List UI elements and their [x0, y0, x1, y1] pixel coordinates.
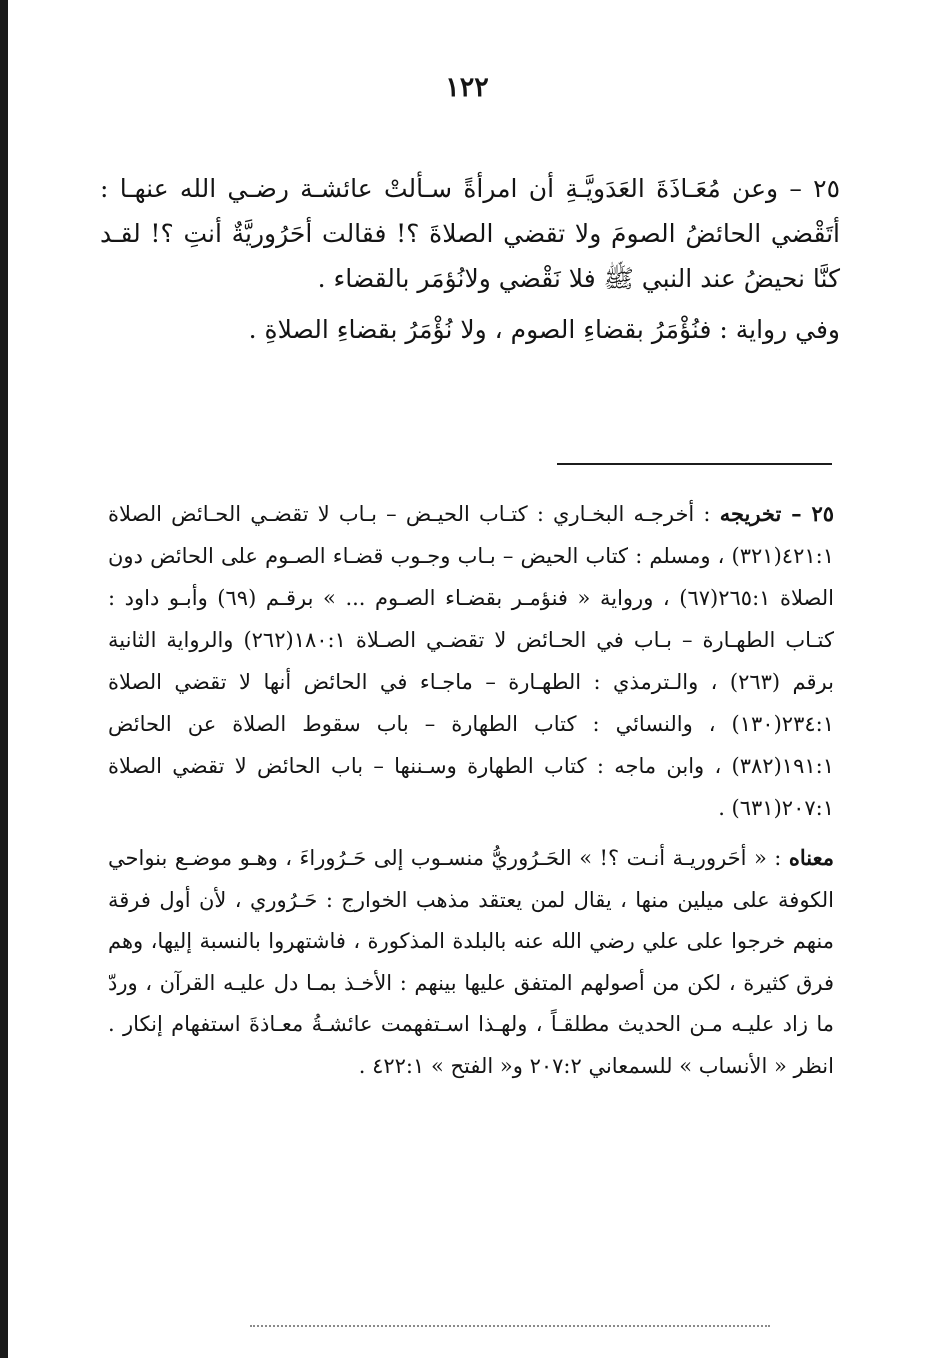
- maana-text: : « أحَروريـة أنـت ؟! » الحَـرُوريُّ منسـوب إلى حَـرُوراءَ ، وهـو موضـع بنواحي الكوفة على ميلين منها ، يقال لمن يعتقد مذهب الخوارج : حَـرُوري ، لأن أول فرقة منهم خرجوا على علي رضي الله عنه بالبلدة المذكورة ، فاشتهروا بالنسبة إليها، وهم فرق كثيرة ، لكن من أصولهم المتفق عليها بينهم : الأخـذ بمـا دل عليـه القرآن ، وردّ ما زاد عليـه مـن الحديث مطلقـاً ، ولهـذا اسـتفهمت عائشـةُ معـاذةَ استفهام إنكار . انظر « الأنساب » للسمعاني ٢٠٧:٢ و« الفتح » ٤٢٢:١ .: [108, 846, 834, 1078]
- takhrij-label: ٢٥ – تخريجه: [719, 501, 834, 526]
- hadith-text-block: [100, 166, 840, 352]
- maana-paragraph: [108, 837, 834, 1087]
- page-number: ١٢٢: [445, 72, 489, 103]
- maana-label: معناه: [788, 845, 834, 870]
- footnote-divider: [557, 463, 832, 465]
- scan-edge: [0, 0, 8, 1358]
- takhrij-paragraph: [108, 493, 834, 829]
- scan-artifact-dots: [250, 1325, 770, 1327]
- takhrij-text: : أخرجـه البخـاري : كتـاب الحيـض – بـاب لا تقضـي الحـائض الصلاة ٤٢١:١(٣٢١) ، ومسلم : كتاب الحيض – بـاب وجـوب قضـاء الصـوم على الحائض دون الصلاة ٢٦٥:١(٦٧) ، ورواية « فنؤمـر بقضـاء الصـوم ... » برقـم (٦٩) وأبـو داود : كتـاب الطهـارة – بـاب في الحـائض لا تقضـي الصـلاة ١٨٠:١(٢٦٢) والرواية الثانية برقم (٢٦٣) ، والـترمذي : الطهـارة – ماجـاء في الحائض أنها لا تقضي الصلاة ٢٣٤:١(١٣٠) ، والنسائي : كتاب الطهارة – باب سقوط الصلاة عن الحائض ١٩١:١(٣٨٢) ، وابن ماجه : كتاب الطهارة وسـننها – باب الحائض لا تقضي الصلاة ٢٠٧:١(٦٣١) .: [108, 502, 834, 820]
- footnotes-block: [108, 493, 834, 1087]
- hadith-paragraph: ٢٥ – وعن مُعَـاذَةَ العَدَويَّـةِ أن امرأةً سـألتْ عائشـة رضـي الله عنهـا : أتَقْضي الحائضُ الصومَ ولا تقضي الصلاةَ ؟! فقالت أحَرُوريَّةٌ أنتِ ؟! لقـد كنَّا نحيضُ عند النبي ﷺ فلا نَقْضي ولانُؤمَر بالقضاء .: [100, 174, 840, 293]
- hadith-riwaya: وفي رواية : فنُؤْمَرُ بقضاءِ الصوم ، ولا نُؤْمَرُ بقضاءِ الصلاةِ .: [248, 315, 840, 344]
